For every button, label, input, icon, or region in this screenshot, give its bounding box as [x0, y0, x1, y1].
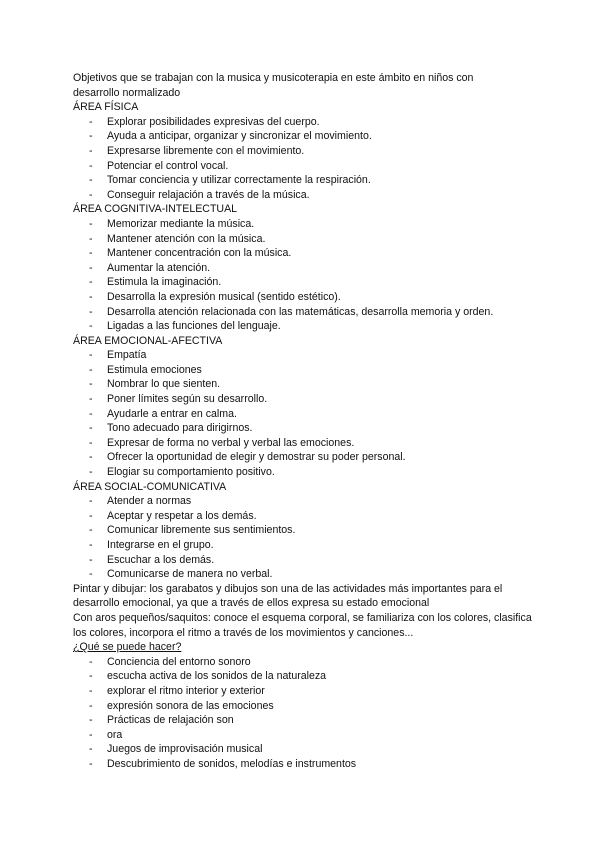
list-item: - Tono adecuado para dirigirnos.: [89, 422, 253, 435]
list-item: - Estimula la imaginación.: [89, 276, 222, 289]
list-item: - Ofrecer la oportunidad de elegir y demostrar su poder personal.: [89, 451, 406, 464]
list-item: - Estimula emociones: [89, 363, 202, 376]
list-item: - Expresar de forma no verbal y verbal las emociones.: [89, 436, 355, 449]
list-item: - Aceptar y respetar a los demás.: [89, 509, 257, 522]
paragraph-hoops: Con aros pequeños/saquitos: conoce el esquema corporal, se familiariza con los colores, clasifica los colores, incorpora el ritmo a través de los movimientos y canciones...: [73, 611, 532, 639]
question-heading: ¿Qué se puede hacer?: [73, 641, 182, 654]
list-item: - Ayudarle a entrar en calma.: [89, 407, 237, 420]
list-item: - escucha activa de los sonidos de la naturaleza: [89, 670, 327, 683]
list-item: - Comunicar libremente sus sentimientos.: [89, 524, 296, 537]
list-item: - Memorizar mediante la música.: [89, 217, 255, 230]
section-heading: ÁREA FÍSICA: [73, 101, 139, 114]
list-item: - Mantener concentración con la música.: [89, 247, 292, 260]
section-heading: ÁREA COGNITIVA-INTELECTUAL: [73, 203, 238, 216]
list-item: - explorar el ritmo interior y exterior: [89, 684, 265, 697]
list-item: - Integrarse en el grupo.: [89, 539, 214, 551]
list-item: - Atender a normas: [89, 495, 192, 508]
list-item: - Descubrimiento de sonidos, melodías e instrumentos: [89, 757, 357, 770]
list-item: - Aumentar la atención.: [89, 261, 211, 274]
list-item: - Ayuda a anticipar, organizar y sincronizar el movimiento.: [89, 130, 372, 143]
list-item: - Prácticas de relajación son: [89, 714, 234, 727]
list-item: - Nombrar lo que sienten.: [89, 378, 221, 391]
list-item: - Desarrolla la expresión musical (sentido estético).: [89, 290, 341, 303]
list-item: - Juegos de improvisación musical: [89, 743, 263, 756]
list-item: - Empatía: [89, 349, 147, 362]
section-heading: ÁREA EMOCIONAL-AFECTIVA: [73, 334, 223, 347]
list-item: - Conciencia del entorno sonoro: [89, 655, 251, 668]
list-item: - Explorar posibilidades expresivas del cuerpo.: [89, 115, 320, 128]
list-item: - Conseguir relajación a través de la música.: [89, 188, 310, 201]
section-heading: ÁREA SOCIAL-COMUNICATIVA: [73, 480, 227, 493]
list-item: - Desarrolla atención relacionada con las matemáticas, desarrolla memoria y orden.: [89, 305, 494, 318]
list-item: - Expresarse libremente con el movimiento.: [89, 144, 305, 157]
list-item: - Tomar conciencia y utilizar correctamente la respiración.: [89, 174, 371, 187]
list-item: - Mantener atención con la música.: [89, 232, 266, 245]
list-item: - Poner límites según su desarrollo.: [89, 393, 268, 406]
paragraph-drawing: Pintar y dibujar: los garabatos y dibujos son una de las actividades más importantes para el desarrollo emocional, ya que a través de ellos expresa su estado emocional: [73, 582, 503, 610]
list-item: - expresión sonora de las emociones: [89, 699, 274, 712]
list-item: - Escuchar a los demás.: [89, 553, 215, 566]
list-item: - Comunicarse de manera no verbal.: [89, 568, 273, 581]
list-item: - Ligadas a las funciones del lenguaje.: [89, 320, 281, 333]
list-item: - ora: [89, 728, 123, 741]
intro-text: Objetivos que se trabajan con la musica y musicoterapia en este ámbito en niños con desarrollo normalizado: [73, 72, 474, 99]
list-item: - Potenciar el control vocal.: [89, 159, 229, 172]
list-item: - Elogiar su comportamiento positivo.: [89, 466, 275, 479]
